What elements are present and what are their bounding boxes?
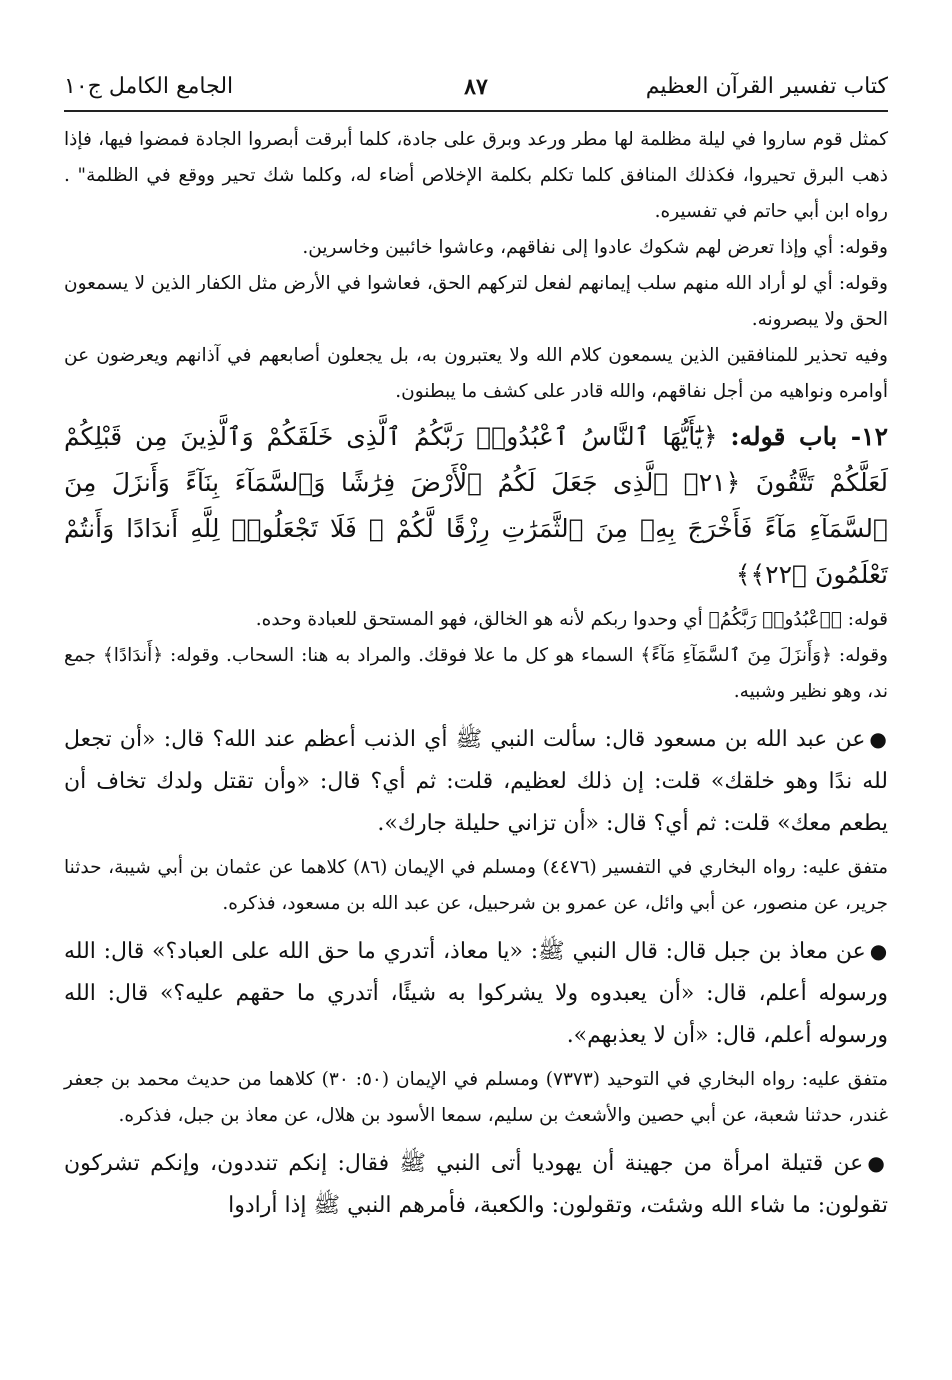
commentary-paragraph: وقوله: ﴿وَأَنزَلَ مِنَ ٱلسَّمَآءِ مَآءً﴾ السماء هو كل ما علا فوقك. والمراد به هنا: السحاب. وقوله: ﴿أَندَادًا﴾ جمع ند، وهو نظير وشبيه. bbox=[64, 645, 888, 702]
bullet-icon: ● bbox=[869, 727, 888, 751]
commentary-paragraph: كمثل قوم ساروا في ليلة مظلمة لها مطر ورعد وبرق على جادة، كلما أبرقت أبصروا الجادة فمضوا فيها، فإذا ذهب البرق تحيروا، فكذلك المنافق كلما تكلم بكلمة الإخلاص أضاء له، وكلما شك تحير ووقع في الظلمة" . رواه ابن أبي حاتم في تفسيره. bbox=[64, 129, 888, 222]
header-rule bbox=[64, 110, 888, 112]
commentary-paragraph: وقوله: أي وإذا تعرض لهم شكوك عادوا إلى نفاقهم، وعاشوا خائبين وخاسرين. bbox=[302, 237, 888, 258]
bullet-icon: ● bbox=[867, 1151, 888, 1175]
page-body bbox=[64, 122, 888, 1227]
hadith-text: عن قتيلة امرأة من جهينة أن يهوديا أتى النبي ﷺ فقال: إنكم تنددون، وإنكم تشركون تقولون: ما شاء الله وشئت، وتقولون: والكعبة، فأمرهم النبي ﷺ إذا أرادوا bbox=[64, 1151, 888, 1218]
hadith-paragraph bbox=[64, 930, 888, 1057]
book-title: كتاب تفسير القرآن العظيم bbox=[645, 74, 888, 99]
bullet-icon: ● bbox=[869, 939, 888, 963]
commentary-paragraph: وفيه تحذير للمنافقين الذين يسمعون كلام الله ولا يعتبرون به، بل يجعلون أصابعهم في آذانهم ويعرضون عن أوامره ونواهيه من أجل نفاقهم، والله قادر على كشف ما يبطنون. bbox=[64, 345, 888, 402]
takhrij-paragraph: متفق عليه: رواه البخاري في التفسير (٤٤٧٦) ومسلم في الإيمان (٨٦) كلاهما عن عثمان بن أبي شيبة، حدثنا جرير، عن منصور، عن أبي وائل، عن عمرو بن شرحبيل، عن عبد الله بن مسعود، فذكره. bbox=[64, 857, 888, 914]
hadith-paragraph bbox=[64, 1142, 888, 1227]
commentary-paragraph: وقوله: أي لو أراد الله منهم سلب إيمانهم لفعل لتركهم الحق، فعاشوا في الأرض مثل الكفار الذين لا يسمعون الحق ولا يبصرونه. bbox=[64, 273, 888, 330]
hadith-text: عن عبد الله بن مسعود قال: سألت النبي ﷺ أي الذنب أعظم عند الله؟ قال: «أن تجعل لله ندًا وهو خلقك» قلت: إن ذلك لعظيم، قلت: ثم أي؟ قال: «وأن تقتل ولدك تخاف أن يطعم معك» قلت: ثم أي؟ قال: «أن تزاني حليلة جارك». bbox=[64, 727, 888, 836]
section-title: ١٢- باب قوله: bbox=[730, 422, 888, 451]
commentary-paragraph: قوله: ﴿ٱعْبُدُوا۟ رَبَّكُمُ﴾ أي وحدوا ربكم لأنه هو الخالق، فهو المستحق للعبادة وحده. bbox=[255, 609, 888, 630]
page-number: ٨٧ bbox=[464, 74, 488, 100]
volume-title: الجامع الكامل ج١٠ bbox=[64, 74, 234, 99]
quran-verse: ﴿يَٰٓأَيُّهَا ٱلنَّاسُ ٱعْبُدُوا۟ رَبَّكُمُ ٱلَّذِى خَلَقَكُمْ وَٱلَّذِينَ مِن قَبْلِكُمْ لَعَلَّكُمْ تَتَّقُونَ ﴿٢١﴾ ٱلَّذِى جَعَلَ لَكُمُ ٱلْأَرْضَ فِرَٰشًا وَٱلسَّمَآءَ بِنَآءً وَأَنزَلَ مِنَ ٱلسَّمَآءِ مَآءً فَأَخْرَجَ بِهِۦ مِنَ ٱلثَّمَرَٰتِ رِزْقًا لَّكُمْ ۖ فَلَا تَجْعَلُوا۟ لِلَّهِ أَندَادًا وَأَنتُمْ تَعْلَمُونَ ﴿٢٢﴾﴾ bbox=[64, 422, 888, 589]
section-verse bbox=[64, 414, 888, 598]
hadith-paragraph bbox=[64, 718, 888, 845]
takhrij-paragraph: متفق عليه: رواه البخاري في التوحيد (٧٣٧٣) ومسلم في الإيمان (٥٠: ٣٠) كلاهما من حديث محمد بن جعفر غندر، حدثنا شعبة، عن أبي حصين والأشعث بن سليم، سمعا الأسود بن هلال، عن معاذ بن جبل، فذكره. bbox=[64, 1069, 888, 1126]
hadith-text: عن معاذ بن جبل قال: قال النبي ﷺ: «يا معاذ، أتدري ما حق الله على العباد؟» قال: الله ورسوله أعلم، قال: «أن يعبدوه ولا يشركوا به شيئًا، أتدري ما حقهم عليه؟» قال: الله ورسوله أعلم، قال: «أن لا يعذبهم». bbox=[64, 939, 888, 1048]
page-header bbox=[64, 66, 888, 110]
